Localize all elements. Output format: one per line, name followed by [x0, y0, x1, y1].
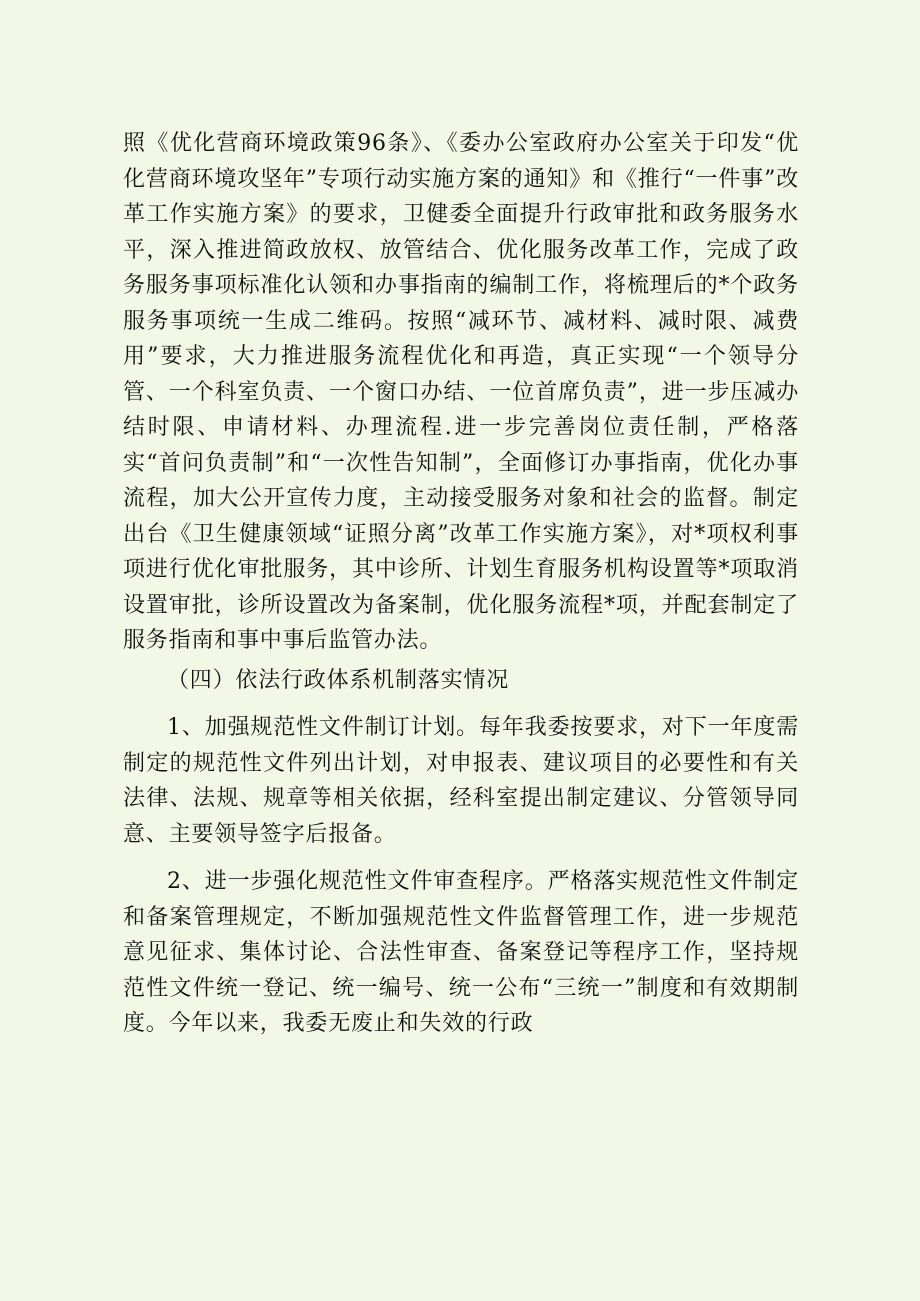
body-paragraph-3: 2、进一步强化规范性文件审查程序。严格落实规范性文件制定和备案管理规定，不断加强规范性文件监督管理工作，进一步规范意见征求、集体讨论、合法性审查、备案登记等程序工作，坚持规范性文件统一登记、统一编号、统一公布“三统一”制度和有效期制度。今年以来，我委无废止和失效的行政	[123, 869, 799, 1036]
section-heading-4: （四）依法行政体系机制落实情况	[167, 667, 510, 693]
spacer	[123, 698, 799, 710]
document-page	[123, 126, 799, 1042]
body-paragraph-1: 照《优化营商环境政策96条》、《委办公室政府办公室关于印发“优化营商环境攻坚年”专项行动实施方案的通知》和《推行“一件事”改革工作实施方案》的要求，卫健委全面提升行政审批和政务服务水平，深入推进简政放权、放管结合、优化服务改革工作，完成了政务服务事项标准化认领和办事指南的编制工作，将梳理后的*个政务服务事项统一生成二维码。按照“减环节、减材料、减时限、减费用”要求，大力推进服务流程优化和再造，真正实现“一个领导分管、一个科室负责、一个窗口办结、一位首席负责”，进一步压减办结时限、申请材料、办理流程.进一步完善岗位责任制，严格落实“首问负责制”和“一次性告知制”，全面修订办事指南，优化办事流程，加大公开宣传力度，主动接受服务对象和社会的监督。制定出台《卫生健康领域“证照分离”改革工作实施方案》，对*项权利事项进行优化审批服务，其中诊所、计划生育服务机构设置等*项取消设置审批，诊所设置改为备案制，优化服务流程*项，并配套制定了服务指南和事中事后监管办法。	[123, 131, 799, 653]
body-paragraph-2: 1、加强规范性文件制订计划。每年我委按要求，对下一年度需制定的规范性文件列出计划，对申报表、建议项目的必要性和有关法律、法规、规章等相关依据，经科室提出制定建议、分管领导同意、主要领导签字后报备。	[123, 715, 799, 847]
spacer	[123, 852, 799, 864]
